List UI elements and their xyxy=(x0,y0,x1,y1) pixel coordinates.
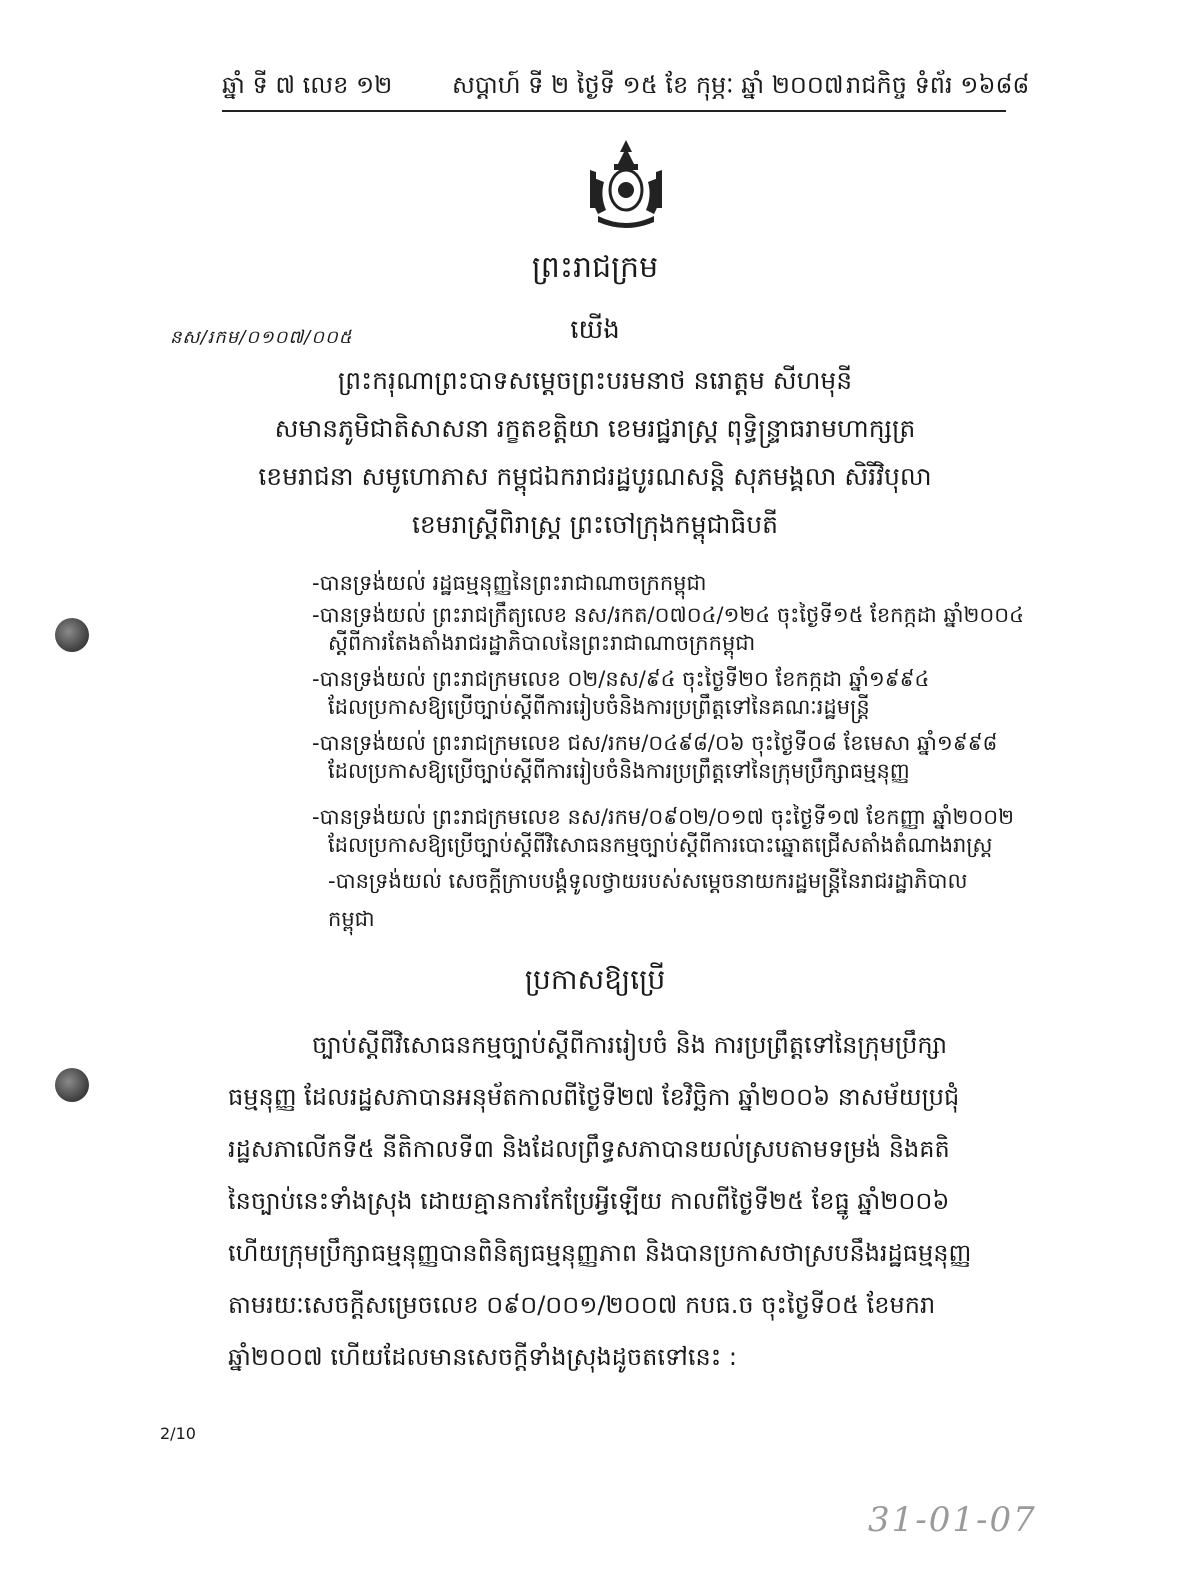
consideration-item: -បានទ្រង់យល់ សេចក្តីក្រាបបង្គំទូលថ្វាយរបស់សម្តេចនាយករដ្ឋមន្ត្រីនៃរាជរដ្ឋាភិបាល xyxy=(328,869,968,893)
consideration-item: -បានទ្រង់យល់ ព្រះរាជក្រមលេខ ០២/នស/៩៤ ចុះថ្ងៃទី២០ ខែកក្កដា ឆ្នាំ១៩៩៤ xyxy=(312,667,930,691)
consideration-item: -បានទ្រង់យល់ រដ្ឋធម្មនុញ្ញនៃព្រះរាជាណាចក្រកម្ពុជា xyxy=(312,571,707,595)
body-line: តាមរយៈសេចក្តីសម្រេចលេខ ០៩០/០០១/២០០៧ កបធ.ច ចុះថ្ងៃទី០៥ ខែមករា xyxy=(228,1291,936,1319)
page-mark: 2/10 xyxy=(160,1424,196,1443)
promulgate-heading: ប្រកាសឱ្យប្រើ xyxy=(524,963,666,996)
header-page: រាជកិច្ច ទំព័រ ១៦៨៨ xyxy=(846,71,1030,99)
decree-reference: នស/រកម/០១០៧/០០៥ xyxy=(170,327,353,348)
header-rule xyxy=(222,110,1006,112)
consideration-item-cont: ស្តីពីការតែងតាំងរាជរដ្ឋាភិបាលនៃព្រះរាជាណាចក្រកម្ពុជា xyxy=(328,631,756,655)
consideration-item-cont: ដែលប្រកាសឱ្យប្រើច្បាប់ស្តីពីការរៀបចំនិងការប្រព្រឹត្តទៅនៃក្រុមប្រឹក្សាធម្មនុញ្ញ xyxy=(328,759,910,783)
body-line: ឆ្នាំ២០០៧ ហើយដែលមានសេចក្តីទាំងស្រុងដូចតទៅនេះ : xyxy=(228,1343,737,1371)
body-line: រដ្ឋសភាលើកទី៥ នីតិកាលទី៣ និងដែលព្រឹទ្ធសភាបានយល់ស្របតាមទម្រង់ និងគតិ xyxy=(228,1135,950,1163)
king-title-line: ខេមរាស្ត្រីពិរាស្ត្រ ព្រះចៅក្រុងកម្ពុជាធិបតី xyxy=(411,510,779,539)
decree-title: ព្រះរាជក្រម xyxy=(531,250,659,285)
body-line: ធម្មនុញ្ញ ដែលរដ្ឋសភាបានអនុម័តកាលពីថ្ងៃទី២៧ ខែវិច្ឆិកា ឆ្នាំ២០០៦ នាសម័យប្រជុំ xyxy=(228,1083,960,1111)
consideration-item-cont: ដែលប្រកាសឱ្យប្រើច្បាប់ស្តីពីការរៀបចំនិងការប្រព្រឹត្តទៅនៃគណៈរដ្ឋមន្ត្រី xyxy=(328,695,870,719)
body-line: ហើយក្រុមប្រឹក្សាធម្មនុញ្ញបានពិនិត្យធម្មនុញ្ញភាព និងបានប្រកាសថាស្របនឹងរដ្ឋធម្មនុញ្ញ xyxy=(228,1239,972,1267)
handwritten-date: 31-01-07 xyxy=(868,1500,1037,1540)
body-line: នៃច្បាប់នេះទាំងស្រុង ដោយគ្មានការកែប្រែអ្វីឡើយ កាលពីថ្ងៃទី២៥ ខែធ្នូ ឆ្នាំ២០០៦ xyxy=(228,1187,950,1215)
king-title-line: ព្រះករុណាព្រះបាទសម្តេចព្រះបរមនាថ នរោត្តម សីហមុនី xyxy=(337,366,853,395)
king-title-line: ខេមរាជនា សមូហោភាស កម្ពុជឯករាជរដ្ឋបូរណសន្តិ សុភមង្គលា សិរីវិបុលា xyxy=(258,462,932,491)
punch-hole xyxy=(55,1068,89,1102)
consideration-item-cont: ដែលប្រកាសឱ្យប្រើច្បាប់ស្តីពីវិសោធនកម្មច្បាប់ស្តីពីការបោះឆ្នោតជ្រើសតាំងតំណាងរាស្ត្រ xyxy=(328,833,993,857)
header-issue: ឆ្នាំ ទី ៧ លេខ ១២ xyxy=(222,71,393,99)
header-date: សប្តាហ៍ ទី ២ ថ្ងៃទី ១៥ ខែ កុម្ភៈ ឆ្នាំ ២០០៧ xyxy=(452,71,844,99)
punch-hole xyxy=(55,618,89,652)
king-title-line: សមានភូមិជាតិសាសនា រក្ខតខត្តិយា ខេមរជ្ឋរាស្ត្រ ពុទ្ធិន្ទ្រាធរាមហាក្សត្រ xyxy=(274,414,916,443)
consideration-item: -បានទ្រង់យល់ ព្រះរាជក្រឹត្យលេខ នស/រកត/០៧០៤/១២៤ ចុះថ្ងៃទី១៥ ខែកក្កដា ឆ្នាំ២០០៤ xyxy=(312,603,1024,627)
consideration-item: -បានទ្រង់យល់ ព្រះរាជក្រមលេខ នស/រកម/០៩០២/០១៧ ចុះថ្ងៃទី១៧ ខែកញ្ញា ឆ្នាំ២០០២ xyxy=(312,805,1015,829)
decree-we: យើង xyxy=(570,315,620,345)
royal-emblem-icon xyxy=(584,138,668,230)
consideration-item-cont: កម្ពុជា xyxy=(328,907,375,931)
body-line: ច្បាប់ស្តីពីវិសោធនកម្មច្បាប់ស្តីពីការរៀបចំ និង ការប្រព្រឹត្តទៅនៃក្រុមប្រឹក្សា xyxy=(312,1031,948,1059)
consideration-item: -បានទ្រង់យល់ ព្រះរាជក្រមលេខ ជស/រកម/០៤៩៨/០៦ ចុះថ្ងៃទី០៨ ខែមេសា ឆ្នាំ១៩៩៨ xyxy=(312,731,998,755)
